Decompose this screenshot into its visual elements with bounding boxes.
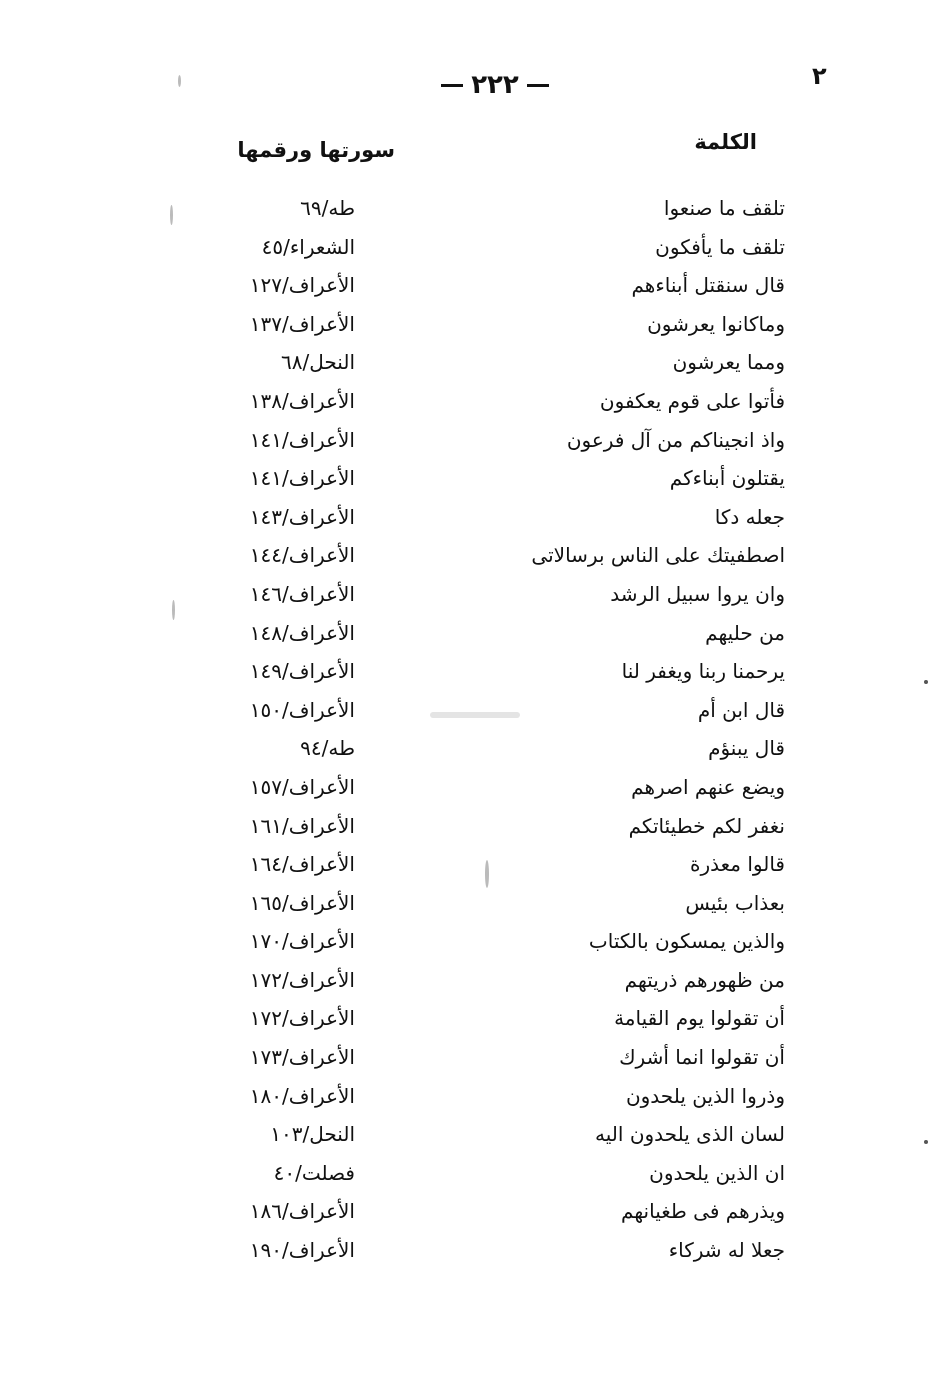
row-surah-ref: الأعراف/١٧٣ bbox=[249, 1045, 355, 1070]
page-number bbox=[420, 70, 570, 100]
row-word: بعذاب بئيس bbox=[685, 890, 785, 915]
row-surah-ref: الأعراف/١٧٠ bbox=[249, 929, 355, 954]
row-surah-ref: الأعراف/١٣٧ bbox=[249, 311, 355, 336]
scan-speck bbox=[924, 1140, 928, 1144]
scan-speck bbox=[178, 75, 181, 87]
row-surah-ref: الأعراف/١٤١ bbox=[249, 466, 355, 491]
row-word: قال ابن أم bbox=[697, 697, 785, 722]
header-surah-column: سورتها ورقمها bbox=[237, 138, 395, 162]
row-word: وذروا الذين يلحدون bbox=[625, 1083, 785, 1108]
table-row bbox=[0, 617, 935, 656]
scan-speck bbox=[430, 712, 520, 718]
row-surah-ref: الأعراف/١٤٤ bbox=[249, 543, 355, 568]
row-word: ان الذين يلحدون bbox=[649, 1160, 785, 1185]
row-word: قال سنقتل أبناءهم bbox=[631, 273, 785, 298]
row-word: لسان الذى يلحدون اليه bbox=[595, 1122, 785, 1147]
row-word: تلقف ما صنعوا bbox=[663, 196, 785, 220]
row-surah-ref: الأعراف/١٤٩ bbox=[249, 659, 355, 684]
row-surah-ref: الشعراء/٤٥ bbox=[261, 234, 355, 259]
table-row bbox=[0, 385, 935, 424]
row-word: وان يروا سبيل الرشد bbox=[610, 581, 785, 606]
row-surah-ref: الأعراف/١٥٠ bbox=[249, 697, 355, 722]
table-row bbox=[0, 771, 935, 810]
row-surah-ref: النحل/١٠٣ bbox=[270, 1122, 355, 1147]
table-row bbox=[0, 192, 935, 231]
table-row bbox=[0, 655, 935, 694]
row-surah-ref: الأعراف/١٨٠ bbox=[249, 1083, 355, 1108]
row-surah-ref: الأعراف/١٧٢ bbox=[249, 1006, 355, 1031]
page-number-text: ٢٢٢ bbox=[471, 70, 519, 100]
table-row bbox=[0, 539, 935, 578]
row-surah-ref: الأعراف/١٦٥ bbox=[249, 890, 355, 915]
entry-list bbox=[0, 192, 935, 1273]
row-word: من حليهم bbox=[705, 620, 785, 645]
table-row bbox=[0, 424, 935, 463]
table-row bbox=[0, 501, 935, 540]
row-surah-ref: الأعراف/١٤٣ bbox=[249, 504, 355, 529]
dash-right bbox=[527, 84, 549, 87]
row-word: قالوا معذرة bbox=[690, 852, 785, 877]
header-word-column: الكلمة bbox=[694, 130, 757, 154]
row-word: تلقف ما يأفكون bbox=[655, 234, 785, 259]
row-surah-ref: الأعراف/١٤٨ bbox=[249, 620, 355, 645]
row-surah-ref: فصلت/٤٠ bbox=[273, 1160, 355, 1185]
table-row bbox=[0, 887, 935, 926]
table-row bbox=[0, 1080, 935, 1119]
row-surah-ref: الأعراف/١٥٧ bbox=[249, 774, 355, 799]
table-row bbox=[0, 462, 935, 501]
scan-speck bbox=[170, 205, 173, 225]
row-surah-ref: الأعراف/١٤١ bbox=[249, 427, 355, 452]
table-row bbox=[0, 1002, 935, 1041]
row-surah-ref: الأعراف/١٢٧ bbox=[249, 273, 355, 298]
table-row bbox=[0, 848, 935, 887]
table-row bbox=[0, 1195, 935, 1234]
row-surah-ref: الأعراف/١٦٤ bbox=[249, 852, 355, 877]
table-row bbox=[0, 732, 935, 771]
row-word: يرحمنا ربنا ويغفر لنا bbox=[621, 659, 785, 684]
table-row bbox=[0, 269, 935, 308]
table-row bbox=[0, 810, 935, 849]
row-word: قال يبنؤم bbox=[708, 736, 785, 761]
row-word: جعله دكا bbox=[714, 504, 785, 529]
row-word: فأتوا على قوم يعكفون bbox=[599, 388, 785, 413]
row-word: وماكانوا يعرشون bbox=[647, 311, 785, 336]
scan-speck bbox=[172, 600, 175, 620]
table-row bbox=[0, 1118, 935, 1157]
row-word: يقتلون أبناءكم bbox=[669, 466, 785, 491]
row-surah-ref: الأعراف/١٤٦ bbox=[249, 581, 355, 606]
row-word: أن تقولوا يوم القيامة bbox=[614, 1006, 785, 1031]
table-row bbox=[0, 578, 935, 617]
table-row bbox=[0, 231, 935, 270]
table-row bbox=[0, 346, 935, 385]
row-word: ويضع عنهم اصرهم bbox=[631, 774, 785, 799]
table-row bbox=[0, 1234, 935, 1273]
row-surah-ref: طه/٩٤ bbox=[300, 736, 355, 761]
row-word: نغفر لكم خطيئاتكم bbox=[628, 813, 785, 838]
scan-speck bbox=[924, 680, 928, 684]
row-surah-ref: طه/٦٩ bbox=[300, 196, 355, 220]
row-surah-ref: الأعراف/١٨٦ bbox=[249, 1199, 355, 1224]
row-word: والذين يمسكون بالكتاب bbox=[588, 929, 785, 954]
row-surah-ref: الأعراف/١٩٠ bbox=[249, 1238, 355, 1263]
row-surah-ref: الأعراف/١٣٨ bbox=[249, 388, 355, 413]
dash-left bbox=[441, 84, 463, 87]
row-surah-ref: النحل/٦٨ bbox=[281, 350, 355, 375]
row-word: أن تقولوا انما أشرك bbox=[619, 1045, 785, 1070]
table-row bbox=[0, 308, 935, 347]
table-row bbox=[0, 925, 935, 964]
row-surah-ref: الأعراف/١٧٢ bbox=[249, 967, 355, 992]
row-word: ومما يعرشون bbox=[672, 350, 785, 375]
table-row bbox=[0, 1041, 935, 1080]
row-surah-ref: الأعراف/١٦١ bbox=[249, 813, 355, 838]
scan-speck bbox=[485, 860, 489, 888]
row-word: من ظهورهم ذريتهم bbox=[624, 967, 785, 992]
row-word: اصطفيتك على الناس برسالاتى bbox=[531, 543, 785, 568]
table-row bbox=[0, 964, 935, 1003]
row-word: واذ انجيناكم من آل فرعون bbox=[566, 427, 785, 452]
corner-mark: ٢ bbox=[812, 62, 827, 90]
row-word: ويذرهم فى طغيانهم bbox=[621, 1199, 785, 1224]
table-row bbox=[0, 1157, 935, 1196]
row-word: جعلا له شركاء bbox=[668, 1238, 785, 1263]
